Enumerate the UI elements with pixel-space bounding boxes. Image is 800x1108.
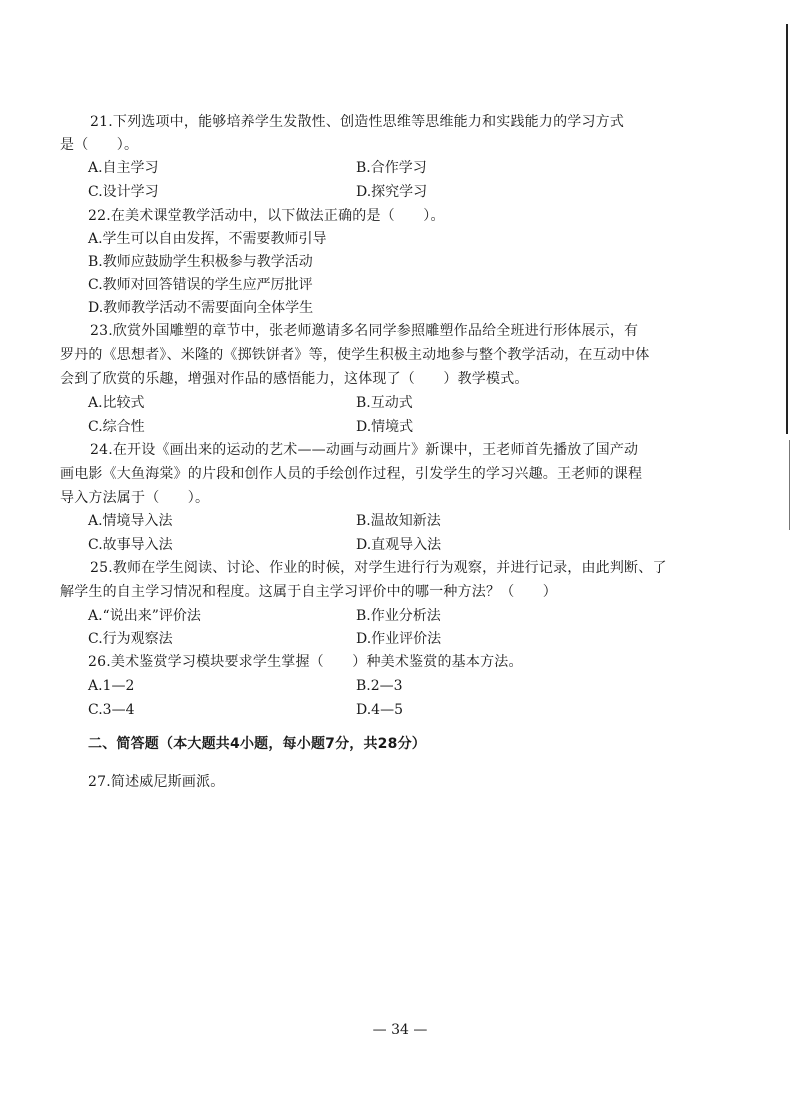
q26-option-b: B.2—3 xyxy=(356,678,403,694)
q23-option-a: A.比较式 xyxy=(88,395,145,411)
q25-option-c: C.行为观察法 xyxy=(88,631,173,647)
q24-stem-line-2: 画电影《大鱼海棠》的片段和创作人员的手绘创作过程，引发学生的学习兴趣。王老师的课程 xyxy=(60,466,643,482)
scan-edge-line-lower xyxy=(789,440,790,530)
q24-option-b: B.温故知新法 xyxy=(356,513,441,529)
q21-option-d: D.探究学习 xyxy=(356,184,428,200)
q21-option-a: A.自主学习 xyxy=(88,160,159,176)
q25-stem-line-2: 解学生的自主学习情况和程度。这属于自主学习评价中的哪一种方法？（ ） xyxy=(60,584,557,600)
q23-option-b: B.互动式 xyxy=(356,395,413,411)
q22-option-b: B.教师应鼓励学生积极参与教学活动 xyxy=(88,254,313,270)
q24-option-d: D.直观导入法 xyxy=(356,537,442,553)
q22-option-d: D.教师教学活动不需要面向全体学生 xyxy=(88,300,314,316)
q25-option-b: B.作业分析法 xyxy=(356,608,441,624)
q26-option-c: C.3—4 xyxy=(88,702,135,718)
q26-option-d: D.4—5 xyxy=(356,702,403,718)
q23-stem-line-1: 23.欣赏外国雕塑的章节中，张老师邀请多名同学参照雕塑作品给全班进行形体展示，有 xyxy=(90,323,639,339)
q24-option-c: C.故事导入法 xyxy=(88,537,173,553)
q22-option-a: A.学生可以自由发挥，不需要教师引导 xyxy=(88,231,327,247)
q25-option-a: A.“说出来”评价法 xyxy=(88,608,201,624)
section-2-heading: 二、简答题（本大题共4小题，每小题7分，共28分） xyxy=(88,736,426,752)
page-number: — 34 — xyxy=(372,1022,428,1038)
q26-option-a: A.1—2 xyxy=(88,678,135,694)
q25-stem-line-1: 25.教师在学生阅读、讨论、作业的时候，对学生进行行为观察，并进行记录，由此判断、了 xyxy=(90,560,667,576)
q24-stem-line-3: 导入方法属于（ ）。 xyxy=(60,490,210,506)
q23-stem-line-2: 罗丹的《思想者》、米隆的《掷铁饼者》等，使学生积极主动地参与整个教学活动，在互动中体 xyxy=(60,347,650,363)
q24-stem-line-1: 24.在开设《画出来的运动的艺术——动画与动画片》新课中，王老师首先播放了国产动 xyxy=(90,442,639,458)
scan-edge-line xyxy=(786,24,788,434)
q22-option-c: C.教师对回答错误的学生应严厉批评 xyxy=(88,277,313,293)
q27-stem: 27.简述威尼斯画派。 xyxy=(88,774,225,790)
q24-option-a: A.情境导入法 xyxy=(88,513,173,529)
q21-stem-line-2: 是（ ）。 xyxy=(60,137,139,153)
q21-option-c: C.设计学习 xyxy=(88,184,159,200)
q21-stem-line-1: 21.下列选项中，能够培养学生发散性、创造性思维等思维能力和实践能力的学习方式 xyxy=(90,114,625,130)
q23-option-d: D.情境式 xyxy=(356,419,414,435)
q23-stem-line-3: 会到了欣赏的乐趣，增强对作品的感悟能力，这体现了（ ）教学模式。 xyxy=(60,371,529,387)
q21-option-b: B.合作学习 xyxy=(356,160,427,176)
q23-option-c: C.综合性 xyxy=(88,419,145,435)
q22-stem: 22.在美术课堂教学活动中，以下做法正确的是（ ）。 xyxy=(88,208,445,224)
q26-stem: 26.美术鉴赏学习模块要求学生掌握（ ）种美术鉴赏的基本方法。 xyxy=(88,654,523,670)
q25-option-d: D.作业评价法 xyxy=(356,631,442,647)
